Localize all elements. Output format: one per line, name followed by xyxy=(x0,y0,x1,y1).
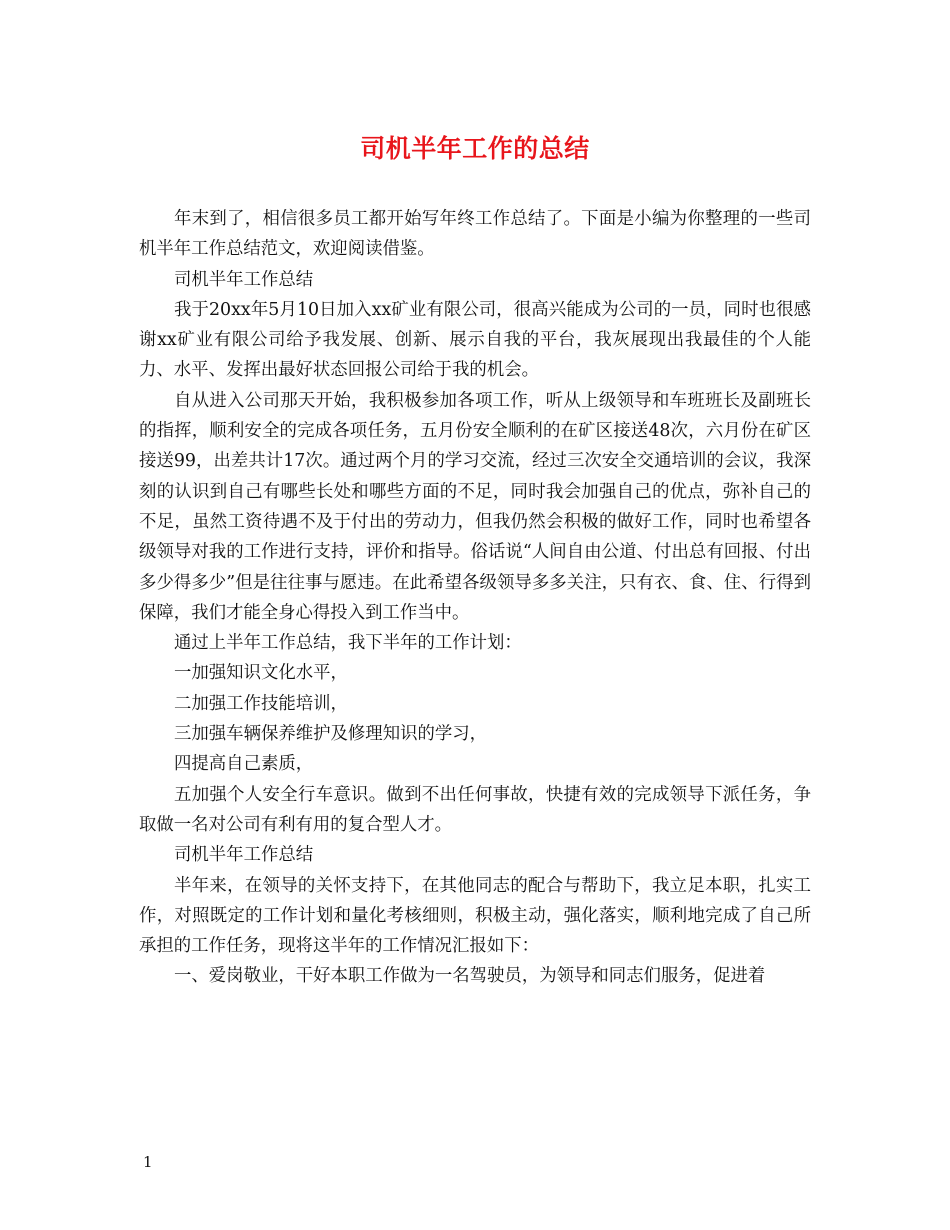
document-body xyxy=(139,204,811,992)
document-title: 司机半年工作的总结 xyxy=(360,134,590,163)
page-number: 1 xyxy=(143,1153,153,1171)
plan-item-3: 三加强车辆保养维护及修理知识的学习， xyxy=(174,724,488,745)
plan-item-1: 一加强知识文化水平， xyxy=(174,663,348,684)
paragraph-joining: 我于20xx年5月10日加入xx矿业有限公司，很高兴能成为公司的一员，同时也很感谢xx矿业有限公司给予我发展、创新、展示自我的平台，我灰展现出我最佳的个人能力、水平、发挥出最好状态回报公司给于我的机会。 xyxy=(139,299,811,381)
paragraph-section-one: 一、爱岗敬业，干好本职工作做为一名驾驶员，为领导和同志们服务，促进着 xyxy=(174,966,766,987)
plan-item-5: 五加强个人安全行车意识。做到不出任何事故，快捷有效的完成领导下派任务，争取做一名对公司有利有用的复合型人才。 xyxy=(139,784,811,835)
section-heading-1: 司机半年工作总结 xyxy=(174,269,314,290)
plan-item-4: 四提高自己素质， xyxy=(174,754,314,775)
section-heading-2: 司机半年工作总结 xyxy=(174,845,314,866)
paragraph-half-year: 半年来，在领导的关怀支持下，在其他同志的配合与帮助下，我立足本职，扎实工作，对照既定的工作计划和量化考核细则，积极主动，强化落实，顺利地完成了自己所承担的工作任务，现将这半年的工作情况汇报如下： xyxy=(139,875,811,957)
paragraph-plan-intro: 通过上半年工作总结，我下半年的工作计划： xyxy=(174,633,522,654)
plan-item-2: 二加强工作技能培训， xyxy=(174,693,348,714)
paragraph-work-summary: 自从进入公司那天开始，我积极参加各项工作，听从上级领导和车班班长及副班长的指挥，顺利安全的完成各项任务，五月份安全顺利的在矿区接送48次，六月份在矿区接送99，出差共计17次。通过两个月的学习交流，经过三次安全交通培训的会议，我深刻的认识到自己有哪些长处和哪些方面的不足，同时我会加强自己的优点，弥补自己的不足，虽然工资待遇不及于付出的劳动力，但我仍然会积极的做好工作，同时也希望各级领导对我的工作进行支持，评价和指导。俗话说“人间自由公道、付出总有回报、付出多少得多少”但是往往事与愿违。在此希望各级领导多多关注，只有衣、食、住、行得到保障，我们才能全身心得投入到工作当中。 xyxy=(139,390,811,623)
paragraph-intro: 年末到了，相信很多员工都开始写年终工作总结了。下面是小编为你整理的一些司机半年工作总结范文，欢迎阅读借鉴。 xyxy=(139,209,811,260)
